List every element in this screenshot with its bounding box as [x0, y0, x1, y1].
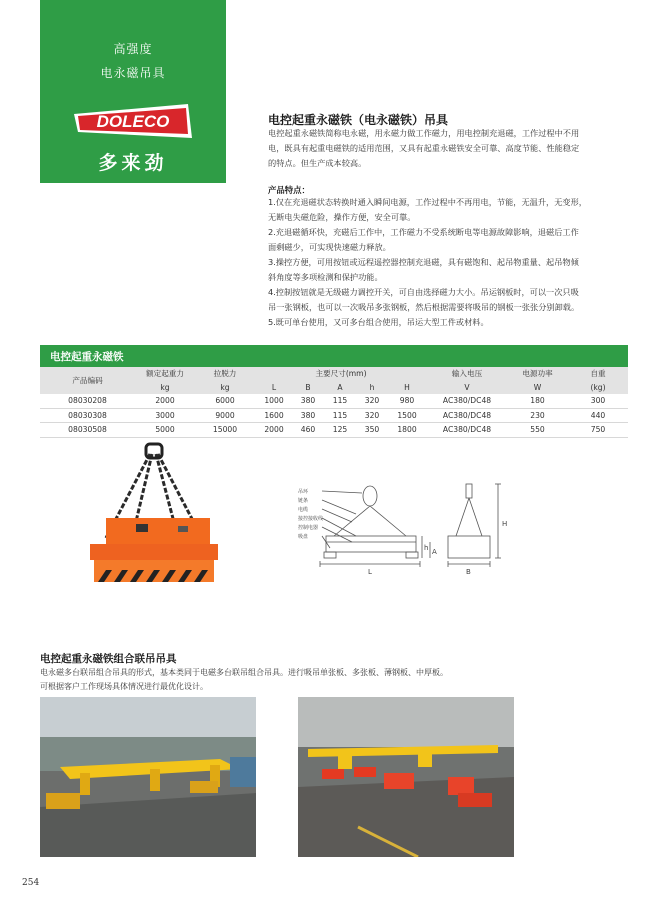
table-cell: 6000	[195, 394, 255, 408]
feature-line: 3.操控方便，可用按钮或远程遥控器控制充退磁，具有磁饱和、起吊物重量、起吊物倾	[268, 257, 579, 267]
section2-line: 电永磁多台联吊组合吊具的形式，基本类同于电磁多台联吊组合吊具。进行吸吊单张板、多张板、薄钢板、中厚板。	[40, 668, 448, 677]
feature-line: 面剩磁少，可实现快速磁力释放。	[268, 242, 391, 252]
intro-paragraph	[268, 126, 628, 171]
col-header: 额定起重力	[135, 367, 195, 381]
table-cell: 115	[323, 394, 357, 408]
table-cell: 08030208	[40, 394, 135, 408]
col-header: 电源功率	[507, 367, 568, 381]
brand-tagline-2: 电永磁吊具	[100, 66, 166, 80]
feature-line: 斜角度等多项检测和保护功能。	[268, 272, 383, 282]
unit-cell: W	[507, 381, 568, 395]
table-row	[40, 423, 628, 438]
table-cell: 1600	[255, 408, 293, 423]
diagram-callout: 接控接收线	[298, 516, 324, 522]
table-cell: 380	[293, 394, 323, 408]
table-cell: 115	[323, 408, 357, 423]
unit-cell: kg	[135, 381, 195, 395]
table-cell: 2000	[255, 423, 293, 438]
table-cell: 320	[357, 408, 387, 423]
dim-label: L	[368, 568, 372, 576]
table-cell: 460	[293, 423, 323, 438]
unit-cell: H	[387, 381, 427, 395]
section2-paragraph	[40, 666, 630, 694]
table-cell: AC380/DC48	[427, 394, 507, 408]
table-cell: AC380/DC48	[427, 408, 507, 423]
feature-line: 4.控制按钮就是无级磁力调控开关，可自由选择磁力大小。吊运钢板时，可以一次只吸	[268, 287, 579, 297]
unit-cell: A	[323, 381, 357, 395]
feature-line: 2.充退磁循环快，充磁后工作中，工作磁力不受系统断电等电源故障影响，退磁后工作	[268, 227, 579, 237]
intro-line: 电，既具有起重电磁铁的适用范围，又具有起重永磁铁安全可靠、高度节能、性能稳定	[268, 143, 580, 153]
features-title: 产品特点：	[268, 185, 310, 195]
table-cell: 3000	[135, 408, 195, 423]
diagram-callout: 控制电器	[298, 525, 319, 531]
diagram-callout: 链条	[298, 498, 309, 504]
table-cell: 125	[323, 423, 357, 438]
intro-title: 电控起重永磁铁（电永磁铁）吊具	[268, 113, 449, 127]
dim-label: B	[466, 568, 471, 576]
table-cell: 440	[568, 408, 628, 423]
col-header: 自重	[568, 367, 628, 381]
table-cell: 1000	[255, 394, 293, 408]
feature-line: 吊一张钢板，也可以一次吸吊多张钢板，然后根据需要将吸吊的钢板一张张分别卸载。	[268, 302, 580, 312]
brand-panel	[40, 0, 226, 183]
table-cell: AC380/DC48	[427, 423, 507, 438]
table-cell: 08030508	[40, 423, 135, 438]
intro-line: 的特点。但生产成本较高。	[268, 158, 367, 168]
intro-line: 电控起重永磁铁简称电永磁，用永磁力做工作磁力，用电控制充退磁，工作过程中不用	[268, 128, 580, 138]
feature-line: 5.既可单台使用，又可多台组合使用，吊运大型工件或材料。	[268, 317, 489, 327]
diagram-callout: 吸盘	[298, 534, 309, 540]
table-cell: 5000	[135, 423, 195, 438]
unit-cell: kg	[195, 381, 255, 395]
table-cell: 550	[507, 423, 568, 438]
doleco-logo	[70, 104, 196, 138]
features-list	[268, 195, 628, 330]
table-cell: 2000	[135, 394, 195, 408]
table-cell: 1500	[387, 408, 427, 423]
dim-label: H	[502, 520, 508, 528]
unit-cell: (kg)	[568, 381, 628, 395]
table-cell: 300	[568, 394, 628, 408]
table-cell: 230	[507, 408, 568, 423]
table-cell: 08030308	[40, 408, 135, 423]
feature-line: 无断电失磁危险，操作方便，安全可靠。	[268, 212, 416, 222]
feature-line: 1.仅在充退磁状态转换时通入瞬间电源，工作过程中不再用电，节能，无温升，无变形，	[268, 197, 587, 207]
table-cell: 1800	[387, 423, 427, 438]
unit-cell: B	[293, 381, 323, 395]
dim-label: A	[432, 548, 437, 556]
technical-diagram	[296, 478, 518, 590]
section2-line: 可根据客户工作现场具体情况进行最优化设计。	[40, 682, 208, 691]
table-section-bar	[40, 345, 628, 367]
table-cell: 350	[357, 423, 387, 438]
table-row	[40, 394, 628, 408]
spec-table	[40, 367, 628, 438]
diagram-callout: 电缆	[298, 507, 309, 513]
dim-label: h	[424, 544, 429, 552]
table-cell: 180	[507, 394, 568, 408]
table-cell: 15000	[195, 423, 255, 438]
brand-tagline-1: 高强度	[113, 42, 153, 56]
col-header: 输入电压	[427, 367, 507, 381]
section2-title: 电控起重永磁铁组合联吊吊具	[40, 653, 177, 665]
table-cell: 380	[293, 408, 323, 423]
unit-cell: L	[255, 381, 293, 395]
table-cell: 750	[568, 423, 628, 438]
table-row	[40, 408, 628, 423]
table-cell: 320	[357, 394, 387, 408]
brand-cn-name: 多来劲	[98, 152, 168, 174]
col-header: 主要尺寸(mm)	[255, 367, 427, 381]
col-header: 产品编码	[40, 367, 135, 394]
table-cell: 9000	[195, 408, 255, 423]
diagram-callout: 吊环	[298, 489, 309, 495]
table-section-title: 电控起重永磁铁	[50, 351, 124, 363]
page-number: 254	[22, 878, 40, 888]
table-header-row	[40, 367, 628, 381]
magnet-product-image	[84, 442, 224, 592]
unit-cell: V	[427, 381, 507, 395]
workshop-photo-left	[40, 697, 256, 857]
workshop-photo-right	[298, 697, 514, 857]
table-cell: 980	[387, 394, 427, 408]
col-header: 拉脱力	[195, 367, 255, 381]
unit-cell: h	[357, 381, 387, 395]
logo-text: DOLECO	[96, 112, 170, 131]
